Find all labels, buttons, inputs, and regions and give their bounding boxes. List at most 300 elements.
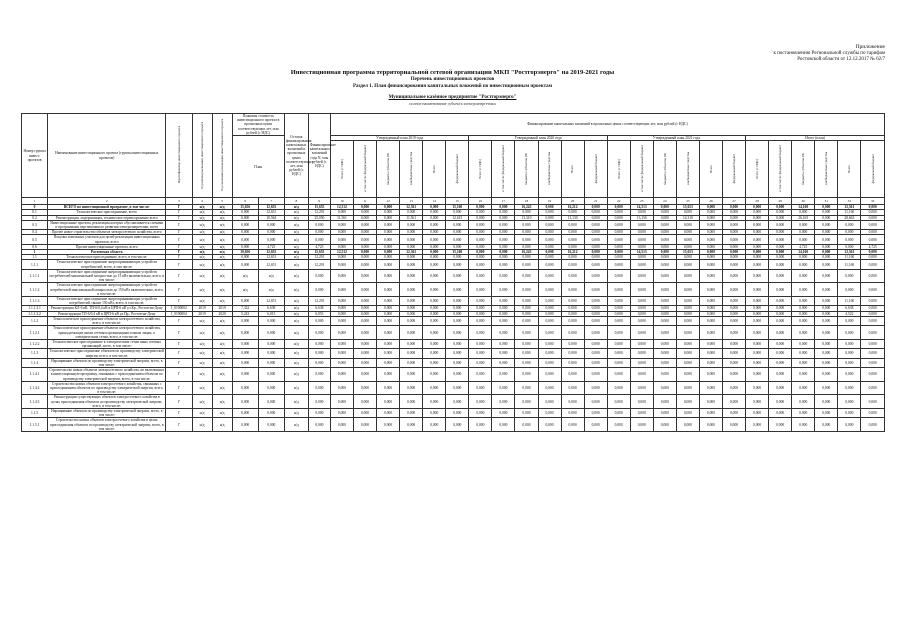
cell-value: 0,000: [699, 297, 722, 306]
column-number: 32: [838, 198, 861, 205]
approval-note: [705, 44, 885, 64]
cell-value: 0,000: [653, 339, 676, 348]
col-header-plan-cost: Плановая стоимость инвестиционного проекта в прогнозных ценах соответствующих лет, млн рублей (с НДС): [232, 114, 284, 136]
cell-value: 0,000: [699, 235, 722, 244]
cell-value: 0,000: [630, 339, 653, 348]
cell-f: 0,000: [308, 339, 330, 348]
cell-value: 0,000: [838, 230, 861, 235]
cell-value: 0,000: [607, 358, 630, 367]
cell-value: 0,000: [607, 269, 630, 283]
cell-a: н/д: [192, 235, 212, 244]
cell-value: 0,000: [838, 220, 861, 229]
cell-value: 0,000: [515, 306, 538, 311]
table-row: [22, 368, 885, 382]
cell-value: 0,000: [723, 230, 746, 235]
cell-f: 0,000: [308, 283, 330, 297]
cell-value: 0,000: [653, 269, 676, 283]
cell-value: 0,000: [861, 358, 885, 367]
cell-value: 0,000: [815, 418, 838, 432]
cell-n: 1.1.1.3.1: [22, 306, 48, 311]
cell-value: 11,160: [838, 255, 861, 260]
cell-a: 2019: [192, 311, 212, 316]
cell-value: 0,000: [746, 215, 769, 220]
col-header-remaining: Остаток финансирования капитальных вложений в прогнозных ценах соответствующих лет, млн рублей (с НДС): [284, 114, 308, 198]
cell-value: 0,000: [469, 230, 492, 235]
cell-value: 0,000: [653, 235, 676, 244]
cell-value: 0,000: [607, 297, 630, 306]
cell-b: н/д: [212, 326, 232, 340]
column-number: 17: [492, 198, 515, 205]
cell-value: 0,000: [699, 306, 722, 311]
cell-value: 0,000: [469, 297, 492, 306]
cell-name: Реконструкция КЛ-6 кВ, ТП-6/0,4 кВ в ЦРП-6 кВ ул.Кр., Ростов-на-Дону: [48, 306, 166, 311]
cell-value: 0,000: [469, 205, 492, 210]
cell-value: 0,000: [815, 210, 838, 215]
cell-value: 0,000: [746, 220, 769, 229]
cell-value: 0,000: [330, 408, 353, 417]
cell-value: 0,000: [446, 269, 469, 283]
cell-value: 0,000: [446, 381, 469, 395]
cell-value: 0,000: [492, 306, 515, 311]
cell-value: 0,000: [676, 230, 699, 235]
cell-c: 0,000: [232, 260, 258, 269]
cell-value: 0,000: [584, 250, 607, 255]
column-number: 22: [607, 198, 630, 205]
cell-value: 0,000: [653, 311, 676, 316]
cell-n: 1.1.1.1: [22, 269, 48, 283]
cell-name: Технологическое присоединение объектов по производству электрической энергии, всего, в том числе:: [48, 349, 166, 358]
cell-f: 0,000: [308, 408, 330, 417]
cell-value: 11,160: [838, 210, 861, 215]
cell-value: 0,000: [469, 395, 492, 409]
cell-value: 0,000: [538, 230, 561, 235]
cell-value: 0,000: [699, 326, 722, 340]
cell-f: 0,000: [308, 220, 330, 229]
col-subheader: Всего: [423, 141, 446, 198]
cell-a: н/д: [192, 358, 212, 367]
cell-e: н/д: [284, 358, 308, 367]
cell-n: 1.1.4.2: [22, 381, 48, 395]
cell-value: 0,000: [515, 316, 538, 325]
cell-name: Технологическое присоединение объектов электросетевого хозяйства, принадлежащих иным сетевым организациям и иным лицам, к электрическим сетям, всего, в том числе:: [48, 326, 166, 340]
cell-value: 0,000: [400, 260, 423, 269]
cell-value: 0,000: [861, 230, 885, 235]
cell-value: 0,000: [676, 395, 699, 409]
cell-value: 0,000: [815, 215, 838, 220]
cell-value: 0,000: [446, 316, 469, 325]
cell-value: 0,000: [607, 250, 630, 255]
cell-value: 0,000: [746, 283, 769, 297]
cell-a: н/д: [192, 395, 212, 409]
cell-value: 0,000: [538, 210, 561, 215]
cell-name: Инвестиционные проекты, реализация которых обуславливается схемами и программами перспективного развития электроэнергетики, всего: [48, 220, 166, 229]
cell-b: н/д: [212, 297, 232, 306]
cell-value: 0,000: [746, 316, 769, 325]
table-row: [22, 339, 885, 348]
cell-d: 12,651: [258, 260, 284, 269]
cell-value: 0,000: [676, 408, 699, 417]
cell-value: 0,000: [354, 235, 377, 244]
column-number: 28: [746, 198, 769, 205]
cell-value: 0,000: [469, 358, 492, 367]
cell-a: 2019: [192, 306, 212, 311]
table-row: [22, 297, 885, 306]
cell-value: 0,000: [423, 311, 446, 316]
cell-value: 0,000: [446, 368, 469, 382]
col-header-year-start: Год начала реализации инвестиционного проекта: [192, 114, 212, 198]
cell-value: 0,000: [492, 235, 515, 244]
cell-value: 0,000: [377, 316, 400, 325]
cell-value: 12,561: [838, 205, 861, 210]
cell-value: 0,000: [723, 244, 746, 249]
cell-e: н/д: [284, 235, 308, 244]
cell-e: н/д: [284, 260, 308, 269]
cell-value: 0,000: [469, 408, 492, 417]
cell-n: 1.1.1.3: [22, 297, 48, 306]
cell-c: 15,656: [232, 205, 258, 210]
cell-a: н/д: [192, 316, 212, 325]
cell-id: Г: [166, 244, 192, 249]
cell-value: 0,000: [815, 283, 838, 297]
table-row: [22, 269, 885, 283]
cell-value: 0,000: [653, 205, 676, 210]
cell-n: 0.6: [22, 244, 48, 249]
cell-id: Г: [166, 368, 192, 382]
cell-n: 1.1.5.1: [22, 418, 48, 432]
cell-value: 0,000: [746, 349, 769, 358]
cell-value: 0,000: [746, 358, 769, 367]
cell-value: 0,000: [538, 250, 561, 255]
cell-value: 0,000: [815, 297, 838, 306]
cell-c: 0,000: [232, 395, 258, 409]
cell-value: 0,000: [515, 311, 538, 316]
col-subheader: федеральный бюджет: [584, 141, 607, 198]
cell-value: 0,000: [699, 230, 722, 235]
cell-f: 6,053: [308, 311, 330, 316]
col-subheader: внебюджетные средства: [676, 141, 699, 198]
cell-f: 0,000: [308, 418, 330, 432]
cell-value: 0,000: [584, 339, 607, 348]
cell-value: 0,000: [492, 220, 515, 229]
cell-value: 0,000: [538, 260, 561, 269]
cell-value: 0,000: [330, 269, 353, 283]
cell-value: 0,000: [354, 339, 377, 348]
cell-value: 0,000: [861, 316, 885, 325]
cell-value: 0,000: [584, 269, 607, 283]
col-header-year-2019: Утвержденный план 2019 года: [330, 136, 468, 141]
cell-value: 0,000: [354, 215, 377, 220]
cell-value: 0,000: [607, 306, 630, 311]
cell-value: 0,000: [400, 220, 423, 229]
cell-value: 0,000: [838, 408, 861, 417]
cell-n: 1.1.1.3.2: [22, 311, 48, 316]
cell-value: 0,000: [838, 269, 861, 283]
cell-value: 0,000: [423, 210, 446, 215]
cell-value: 0,000: [699, 408, 722, 417]
cell-value: 0,000: [699, 339, 722, 348]
cell-value: 0,000: [653, 215, 676, 220]
cell-e: н/д: [284, 283, 308, 297]
col-header-financing: Финансирование капитальных вложений в прогнозных ценах соответствующих лет, млн рублей (с НДС): [330, 114, 884, 136]
cell-e: н/д: [284, 230, 308, 235]
cell-value: 0,000: [515, 210, 538, 215]
cell-value: 0,000: [492, 311, 515, 316]
cell-value: 0,000: [561, 418, 584, 432]
cell-value: 0,000: [584, 408, 607, 417]
cell-f: 0,000: [308, 326, 330, 340]
cell-a: н/д: [192, 408, 212, 417]
cell-value: 0,000: [354, 408, 377, 417]
cell-name: Строительство новых объектов электросетевого хозяйства, связанных с присоединением объектов по производству электрической энергии, всего, в том числе:: [48, 381, 166, 395]
cell-value: 0,000: [699, 283, 722, 297]
cell-value: 0,000: [630, 381, 653, 395]
cell-value: 0,000: [723, 311, 746, 316]
cell-value: 0,000: [861, 210, 885, 215]
column-number: 20: [561, 198, 584, 205]
cell-value: 0,000: [354, 349, 377, 358]
cell-f: 12,291: [308, 260, 330, 269]
cell-value: 0,000: [584, 215, 607, 220]
cell-value: 0,000: [492, 283, 515, 297]
cell-value: 0,000: [815, 408, 838, 417]
cell-value: 0,000: [792, 418, 815, 432]
cell-value: 0,000: [377, 255, 400, 260]
cell-value: 0,000: [607, 205, 630, 210]
cell-a: н/д: [192, 418, 212, 432]
cell-value: 0,000: [515, 381, 538, 395]
cell-value: 0,000: [515, 349, 538, 358]
cell-value: 0,000: [630, 230, 653, 235]
cell-value: 0,000: [746, 269, 769, 283]
cell-value: 0,000: [769, 326, 792, 340]
cell-value: 0,000: [538, 220, 561, 229]
cell-f: 0,000: [308, 395, 330, 409]
cell-c: 0,000: [232, 215, 258, 220]
cell-value: 0,000: [653, 250, 676, 255]
cell-value: 0,000: [676, 316, 699, 325]
cell-value: 0,000: [354, 395, 377, 409]
cell-value: 0,000: [446, 349, 469, 358]
cell-value: 0,000: [746, 260, 769, 269]
table-row: [22, 418, 885, 432]
cell-value: 0,000: [607, 283, 630, 297]
cell-value: 0,000: [723, 255, 746, 260]
cell-value: 0,000: [699, 205, 722, 210]
cell-value: 0,000: [377, 250, 400, 255]
cell-value: 0,000: [769, 250, 792, 255]
table-row: [22, 215, 885, 220]
cell-value: 0,000: [469, 311, 492, 316]
cell-value: 0,000: [423, 368, 446, 382]
cell-e: н/д: [284, 220, 308, 229]
cell-value: 0,000: [607, 349, 630, 358]
column-number: 11: [354, 198, 377, 205]
cell-c: 0,000: [232, 220, 258, 229]
cell-value: 0,000: [607, 230, 630, 235]
cell-value: 0,000: [423, 235, 446, 244]
cell-d: 10,564: [258, 215, 284, 220]
cell-id: Г: [166, 220, 192, 229]
cell-value: 0,000: [354, 250, 377, 255]
cell-id: Г: [166, 210, 192, 215]
cell-value: 0,000: [423, 316, 446, 325]
cell-f: 0,000: [308, 269, 330, 283]
cell-f: 4,725: [308, 244, 330, 249]
cell-b: 2019: [212, 306, 232, 311]
cell-value: 0,000: [653, 368, 676, 382]
cell-value: 0,000: [377, 326, 400, 340]
cell-value: 0,000: [653, 255, 676, 260]
cell-value: 0,000: [607, 381, 630, 395]
cell-value: 0,000: [746, 311, 769, 316]
cell-b: н/д: [212, 349, 232, 358]
col-subheader: бюджеты субъектов РФ: [792, 141, 815, 198]
cell-value: 0,000: [400, 358, 423, 367]
cell-value: 0,000: [330, 260, 353, 269]
cell-n: 0.1: [22, 210, 48, 215]
cell-value: 0,000: [838, 349, 861, 358]
cell-value: 0,000: [676, 269, 699, 283]
cell-value: 0,000: [769, 306, 792, 311]
cell-value: 0,000: [538, 395, 561, 409]
cell-value: 0,000: [769, 418, 792, 432]
cell-value: 0,000: [400, 326, 423, 340]
cell-value: 0,000: [838, 316, 861, 325]
cell-value: 0,000: [354, 326, 377, 340]
approval-line-1: Приложение: [855, 44, 885, 50]
cell-value: 0,000: [630, 244, 653, 249]
cell-value: 0,000: [792, 381, 815, 395]
cell-value: 16,243: [515, 250, 538, 255]
cell-value: 4,522: [838, 311, 861, 316]
table-row: [22, 381, 885, 395]
approval-line-2: к постановлению Региональной службы по тарифам: [773, 50, 885, 56]
cell-value: 0,000: [538, 316, 561, 325]
cell-n: 1.1.1: [22, 260, 48, 269]
cell-value: 0,000: [630, 297, 653, 306]
cell-n: 1.1: [22, 255, 48, 260]
col-header-year-2021: Утвержденный план 2021 года: [607, 136, 745, 141]
cell-value: 0,000: [676, 297, 699, 306]
cell-value: 0,000: [630, 418, 653, 432]
cell-value: 0,000: [699, 418, 722, 432]
col-subheader: в том числе: федеральный бюджет: [492, 141, 515, 198]
cell-value: 0,000: [584, 260, 607, 269]
cell-name: Технологическое присоединение объектов электросетевого хозяйства, всего, в том числе:: [48, 316, 166, 325]
cell-value: 0,000: [400, 316, 423, 325]
cell-value: 0,000: [723, 368, 746, 382]
cell-a: н/д: [192, 260, 212, 269]
table-row: [22, 235, 885, 244]
cell-value: 0,000: [515, 368, 538, 382]
cell-f: 0,000: [308, 235, 330, 244]
column-number: 26: [699, 198, 722, 205]
cell-value: 0,000: [515, 244, 538, 249]
cell-value: 14,513: [630, 250, 653, 255]
cell-value: 16,243: [515, 205, 538, 210]
cell-value: 0,000: [723, 395, 746, 409]
cell-a: н/д: [192, 250, 212, 255]
cell-name: Ростовская область: [48, 250, 166, 255]
cell-value: 0,000: [838, 235, 861, 244]
cell-value: 0,000: [861, 255, 885, 260]
cell-value: 0,000: [584, 358, 607, 367]
cell-n: 1.1.2: [22, 316, 48, 325]
cell-value: 0,000: [653, 297, 676, 306]
cell-id: Г: [166, 235, 192, 244]
cell-value: 0,000: [607, 316, 630, 325]
cell-value: 0,000: [354, 311, 377, 316]
cell-value: 0,000: [446, 311, 469, 316]
cell-value: 0,000: [676, 339, 699, 348]
cell-value: 0,000: [538, 358, 561, 367]
cell-value: 0,000: [446, 255, 469, 260]
cell-value: 0,000: [723, 283, 746, 297]
cell-value: 0,000: [561, 220, 584, 229]
cell-value: 0,000: [792, 269, 815, 283]
cell-value: 0,000: [630, 395, 653, 409]
cell-n: 1.1.4.3: [22, 395, 48, 409]
cell-value: 0,000: [330, 326, 353, 340]
cell-b: 2020: [212, 311, 232, 316]
column-number: 31: [815, 198, 838, 205]
cell-value: 0,000: [423, 349, 446, 358]
cell-value: 0,000: [769, 283, 792, 297]
cell-b: н/д: [212, 283, 232, 297]
cell-a: н/д: [192, 215, 212, 220]
cell-b: н/д: [212, 220, 232, 229]
cell-value: 0,000: [492, 395, 515, 409]
column-number: 18: [515, 198, 538, 205]
cell-id: Г: [166, 260, 192, 269]
cell-value: 13,310: [515, 215, 538, 220]
cell-value: 0,000: [446, 418, 469, 432]
cell-c: 0,000: [232, 339, 258, 348]
cell-value: 0,000: [769, 220, 792, 229]
column-number: 21: [584, 198, 607, 205]
cell-value: 0,000: [630, 235, 653, 244]
cell-value: 0,000: [815, 260, 838, 269]
cell-value: 0,000: [746, 306, 769, 311]
cell-value: 0,000: [653, 418, 676, 432]
cell-value: 0,000: [861, 339, 885, 348]
cell-n: 1.1.1.2: [22, 283, 48, 297]
cell-value: 0,000: [446, 235, 469, 244]
cell-value: 0,000: [561, 297, 584, 306]
cell-value: 0,000: [446, 297, 469, 306]
cell-name: Технологическое присоединение энергопринимающих устройств потребителей максимальной мощностью до 150 кВт включительно, всего, в том числе:: [48, 283, 166, 297]
cell-f: 0,000: [308, 349, 330, 358]
column-number: 13: [400, 198, 423, 205]
cell-value: 0,000: [492, 339, 515, 348]
cell-value: 0,000: [584, 205, 607, 210]
cell-value: 0,000: [861, 306, 885, 311]
cell-value: 0,000: [377, 210, 400, 215]
cell-value: 0,000: [515, 230, 538, 235]
cell-value: 0,000: [607, 418, 630, 432]
investment-table: [21, 113, 885, 432]
cell-n: 0: [22, 205, 48, 210]
cell-value: 0,000: [861, 220, 885, 229]
table-row: [22, 349, 885, 358]
cell-a: н/д: [192, 255, 212, 260]
cell-d: 0,000: [258, 339, 284, 348]
cell-value: 0,000: [330, 210, 353, 215]
cell-c: 0,000: [232, 381, 258, 395]
cell-id: Г: [166, 381, 192, 395]
cell-value: 0,000: [607, 244, 630, 249]
col-subheader: Всего (с НДС): [330, 141, 353, 198]
